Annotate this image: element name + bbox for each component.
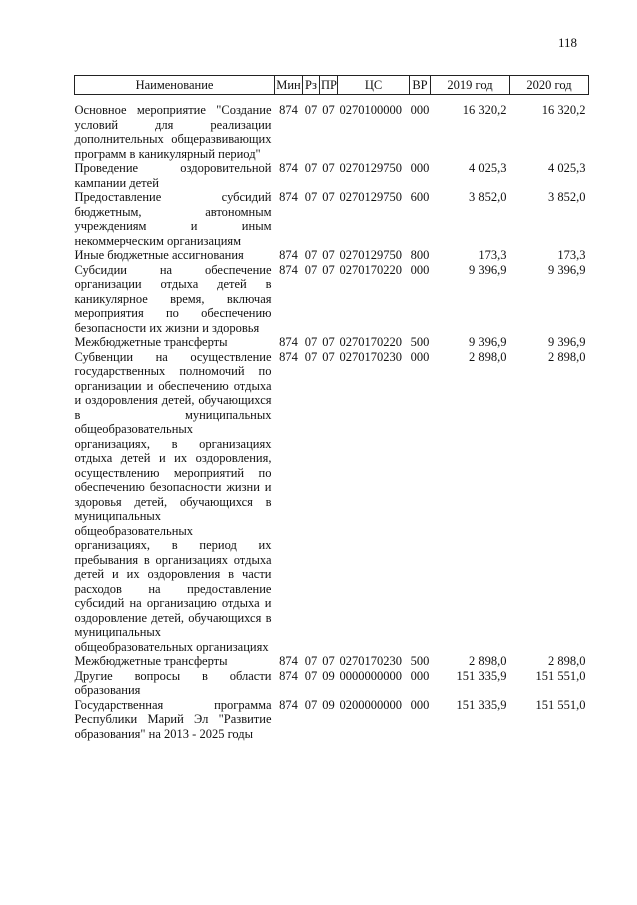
table-row (75, 103, 589, 161)
row-min: 874 (279, 697, 298, 712)
row-value-2020: 2 898,0 (548, 349, 586, 364)
row-pr: 09 (322, 697, 335, 712)
row-rz: 07 (304, 335, 318, 349)
row-name: Предоставление субсидий бюджетным, автономным учреждениям и иным некоммерческим организациям (74, 190, 272, 248)
row-cs: 0270170230 (339, 349, 402, 364)
row-name: Проведение оздоровительной кампании детей (74, 161, 272, 190)
row-min: 874 (279, 668, 298, 683)
row-rz: 07 (304, 103, 318, 117)
row-min: 874 (279, 654, 298, 668)
row-rz: 07 (304, 262, 318, 277)
budget-table (74, 75, 589, 741)
table-row (75, 190, 589, 248)
row-value-2019: 151 335,9 (456, 668, 507, 683)
row-pr: 07 (322, 262, 335, 277)
row-name: Субсидии на обеспечение организации отдыха детей в каникулярное время, включая мероприятия по обеспечению безопасности их жизни и здоровья (74, 262, 272, 335)
row-vr: 000 (410, 262, 430, 277)
header-pr: ПР (320, 76, 338, 95)
header-name: Наименование (75, 76, 275, 95)
row-vr: 000 (410, 349, 430, 364)
row-rz: 07 (304, 190, 318, 204)
header-vr: ВР (410, 76, 431, 95)
row-value-2019: 3 852,0 (469, 190, 507, 204)
row-value-2020: 3 852,0 (548, 190, 586, 204)
row-rz: 07 (304, 349, 318, 364)
table-row (75, 698, 589, 742)
row-vr: 500 (410, 654, 430, 668)
row-cs: 0270170220 (339, 335, 402, 349)
row-min: 874 (279, 262, 298, 277)
table-row (75, 669, 589, 698)
row-value-2019: 173,3 (478, 248, 507, 262)
header-cs: ЦС (338, 76, 410, 95)
row-vr: 600 (410, 190, 430, 204)
row-cs: 0270129750 (339, 190, 402, 204)
row-cs: 0270170220 (339, 262, 402, 277)
row-pr: 07 (322, 190, 335, 204)
row-name: Субвенции на осуществление государственных полномочий по организации и обеспечению отдыха и оздоровления детей, обучающихся в муниципальных общеобразовательных организациях, в организациях отдыха детей и их оздоровления, осуществлению мероприятий по обеспечению безопасности жизни и здоровья детей, обучающихся в муниципальных общеобразовательных организациях, в период их пребывания в организациях отдыха детей и их оздоровления в части расходов на предоставление субсидий на организацию отдыха и оздоровление детей, обучающихся в муниципальных общеобразовательных организациях (74, 349, 272, 654)
row-pr: 07 (322, 248, 335, 262)
row-pr: 07 (322, 161, 335, 175)
row-value-2019: 16 320,2 (462, 103, 507, 117)
row-vr: 000 (410, 103, 430, 117)
row-min: 874 (279, 103, 298, 117)
row-value-2020: 9 396,9 (548, 335, 586, 349)
row-cs: 0200000000 (339, 697, 402, 712)
header-year-2020: 2020 год (510, 76, 589, 95)
row-name: Иные бюджетные ассигнования (74, 248, 244, 262)
row-value-2019: 2 898,0 (469, 654, 507, 668)
row-vr: 000 (410, 161, 430, 175)
header-rz: Рз (303, 76, 320, 95)
table-row (75, 335, 589, 350)
row-rz: 07 (304, 161, 318, 175)
row-pr: 07 (322, 654, 335, 668)
table-row (75, 263, 589, 336)
row-value-2019: 9 396,9 (469, 335, 507, 349)
row-pr: 09 (322, 668, 335, 683)
row-pr: 07 (322, 349, 335, 364)
row-value-2020: 4 025,3 (548, 161, 586, 175)
row-vr: 000 (410, 668, 430, 683)
table-row (75, 654, 589, 669)
row-min: 874 (279, 335, 298, 349)
row-cs: 0270129750 (339, 161, 402, 175)
header-min: Мин (275, 76, 303, 95)
row-value-2020: 151 551,0 (535, 697, 586, 712)
row-name: Государственная программа Республики Марий Эл "Развитие образования" на 2013 - 2025 годы (74, 697, 272, 741)
row-min: 874 (279, 248, 298, 262)
row-name: Межбюджетные трансферты (74, 335, 228, 349)
row-min: 874 (279, 349, 298, 364)
row-vr: 800 (410, 248, 430, 262)
row-value-2020: 16 320,2 (541, 103, 586, 117)
table-header-row (75, 76, 589, 95)
row-min: 874 (279, 190, 298, 204)
table-row (75, 248, 589, 263)
row-value-2020: 173,3 (557, 248, 586, 262)
table-row (75, 350, 589, 655)
row-pr: 07 (322, 103, 335, 117)
row-name: Основное мероприятие "Создание условий для реализации дополнительных общеразвивающих программ в каникулярный период" (74, 103, 272, 161)
header-year-2019: 2019 год (431, 76, 510, 95)
row-cs: 0270129750 (339, 248, 402, 262)
row-min: 874 (279, 161, 298, 175)
row-value-2020: 9 396,9 (548, 262, 586, 277)
row-rz: 07 (304, 668, 318, 683)
row-vr: 000 (410, 697, 430, 712)
row-name: Межбюджетные трансферты (74, 654, 228, 668)
row-rz: 07 (304, 654, 318, 668)
row-cs: 0270100000 (339, 103, 402, 117)
row-value-2020: 151 551,0 (535, 668, 586, 683)
row-value-2019: 4 025,3 (469, 161, 507, 175)
row-vr: 500 (410, 335, 430, 349)
row-cs: 0270170230 (339, 654, 402, 668)
row-value-2019: 9 396,9 (469, 262, 507, 277)
row-value-2020: 2 898,0 (548, 654, 586, 668)
row-value-2019: 151 335,9 (456, 697, 507, 712)
row-pr: 07 (322, 335, 335, 349)
row-cs: 0000000000 (339, 668, 402, 683)
row-rz: 07 (304, 697, 318, 712)
row-rz: 07 (304, 248, 318, 262)
page-number: 118 (558, 35, 578, 50)
row-value-2019: 2 898,0 (469, 349, 507, 364)
row-name: Другие вопросы в области образования (74, 668, 272, 697)
table-row (75, 161, 589, 190)
